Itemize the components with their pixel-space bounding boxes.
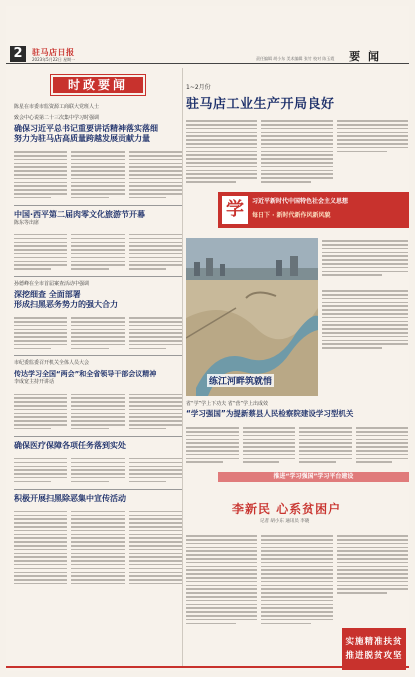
story-c-byline: 记者 胡小东 通讯员 李晓 xyxy=(260,519,310,524)
story2-body xyxy=(14,230,182,272)
story3-headline2[interactable]: 形成扫黑恶务势力的强大合力 xyxy=(14,299,118,309)
divider xyxy=(14,355,182,356)
story-b-body xyxy=(186,420,408,465)
story5-body xyxy=(14,454,182,485)
story1-headline[interactable]: 确保习近平总书记重要讲话精神落实落细 xyxy=(14,124,158,133)
story-c-body xyxy=(186,528,408,626)
story4-headline[interactable]: 传达学习全国“两会”和全省领导干部会议精神 xyxy=(14,370,157,379)
newspaper-page xyxy=(6,6,409,671)
column-gutter xyxy=(182,68,183,668)
page-number: 2 xyxy=(10,46,26,62)
masthead-rule xyxy=(6,63,409,64)
story6-body xyxy=(14,507,182,587)
story5-headline[interactable]: 确保医疗保障各项任务落到实处 xyxy=(14,440,126,450)
lead-kicker: 1~2月份 xyxy=(186,84,211,91)
story1-kicker2: 致会中心说第二十三次集中学习时强调 xyxy=(14,115,100,121)
dateline: 2023年5月22日 星期一 xyxy=(32,57,76,62)
slogan-line1: 实施精准扶贫 xyxy=(345,637,403,647)
photo-side-text xyxy=(322,238,408,284)
story4-kicker: 市纪委监委召开机关全体人员大会 xyxy=(14,360,90,367)
divider xyxy=(14,436,182,437)
bottom-rule xyxy=(6,666,409,668)
slogan-line2: 推进脱贫攻坚 xyxy=(345,651,403,661)
story4-sub: 李成宽主持开讲话 xyxy=(14,379,55,386)
slogan-stamp xyxy=(342,628,406,670)
campaign-bar[interactable]: 推进“学习强国”学习平台建设 xyxy=(218,472,409,482)
story3-body xyxy=(14,313,182,351)
promo-line1: 习近平新时代中国特色社会主义思想 xyxy=(252,198,349,205)
lead-headline[interactable]: 驻马店工业生产开局良好 xyxy=(186,97,335,112)
lead-body xyxy=(186,116,408,185)
story1-headline2[interactable]: 努力为驻马店高质量跨越发展贡献力量 xyxy=(14,134,150,143)
story4-body xyxy=(14,389,182,431)
story3-headline[interactable]: 深挖细查 全面部署 xyxy=(14,289,81,299)
story6-headline[interactable]: 积极开展扫黑除恶集中宣传活动 xyxy=(14,493,126,503)
dang-emblem-icon: 学 xyxy=(222,196,248,224)
story2-sub: 陈东等出席 xyxy=(14,219,40,226)
aerial-photo-image xyxy=(186,238,318,396)
story2-headline[interactable]: 中国·西平第二届肉零文化旅游节开幕 xyxy=(14,209,146,219)
story1-body xyxy=(14,147,182,201)
aerial-photo xyxy=(186,238,318,396)
paper-logo: 驻马店日报 xyxy=(32,48,75,57)
left-column xyxy=(14,68,182,587)
section-banner xyxy=(50,74,146,96)
story-b-kicker: 省“学”学上下功夫 省“营”学上出成效 xyxy=(186,401,268,407)
section-title: 要 闻 xyxy=(349,50,381,63)
divider xyxy=(14,205,182,206)
divider xyxy=(14,489,182,490)
photo-caption: 练江河畔筑就悄 xyxy=(207,374,274,387)
story1-kicker: 陈星在市委市监资源工商联大党班人士 xyxy=(14,104,100,110)
promo-banner[interactable] xyxy=(218,192,409,228)
right-column xyxy=(186,68,408,185)
divider xyxy=(14,276,182,277)
side-column-body xyxy=(322,288,408,351)
promo-line2: 每日下 · 新时代新作风新风貌 xyxy=(252,212,331,219)
story3-kicker: 孙德峰在全市首届案查活动中强调 xyxy=(14,280,90,287)
editor-credits: 责任编辑 胡小东 美术编辑 张竹 校对 陈玉霞 xyxy=(256,56,335,61)
section-banner-label: 时政要闻 xyxy=(53,77,143,93)
story-b-headline[interactable]: “学习强国”为提新蔡县人民检察院建设学习型机关 xyxy=(186,409,354,418)
story-c-headline[interactable]: 李新民 心系贫困户 xyxy=(232,502,342,516)
